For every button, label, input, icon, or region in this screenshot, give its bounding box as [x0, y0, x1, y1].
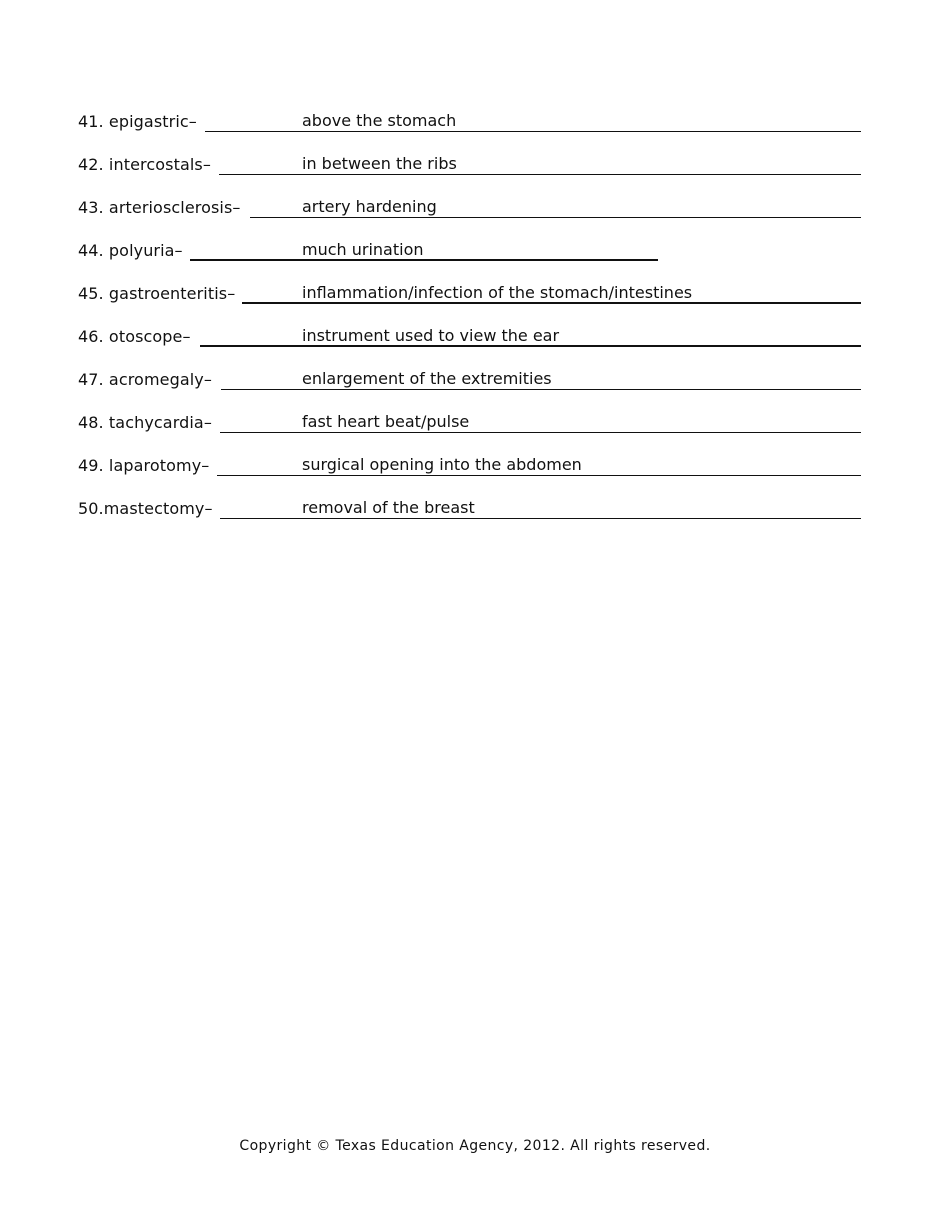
list-item — [78, 489, 862, 519]
item-term: 47. acromegaly– — [78, 370, 212, 389]
list-item — [78, 446, 862, 476]
item-term: 50.mastectomy– — [78, 499, 213, 518]
item-term: 43. arteriosclerosis– — [78, 198, 241, 217]
item-term: 48. tachycardia– — [78, 413, 212, 432]
answer-line — [221, 389, 861, 390]
item-answer: inflammation/infection of the stomach/intestines — [302, 283, 693, 302]
answer-line — [217, 475, 861, 476]
item-answer: enlargement of the extremities — [302, 369, 552, 388]
item-answer: artery hardening — [302, 197, 437, 216]
item-answer: in between the ribs — [302, 154, 457, 173]
item-answer: fast heart beat/pulse — [302, 412, 470, 431]
list-item — [78, 274, 862, 304]
list-item — [78, 188, 862, 218]
list-item — [78, 145, 862, 175]
item-answer: surgical opening into the abdomen — [302, 455, 582, 474]
answer-line — [250, 217, 861, 218]
answer-line — [220, 432, 861, 433]
copyright-footer: Copyright © Texas Education Agency, 2012. All rights reserved. — [239, 1138, 711, 1154]
item-term: 45. gastroenteritis– — [78, 284, 236, 303]
list-item — [78, 317, 862, 347]
answer-line — [220, 518, 861, 519]
list-item — [78, 102, 862, 132]
list-item — [78, 231, 862, 261]
item-answer: above the stomach — [302, 111, 457, 130]
item-answer: removal of the breast — [302, 498, 475, 517]
list-item — [78, 403, 862, 433]
item-term: 46. otoscope– — [78, 327, 191, 346]
item-answer: instrument used to view the ear — [302, 326, 560, 345]
item-term: 42. intercostals– — [78, 155, 211, 174]
item-term: 44. polyuria– — [78, 241, 183, 260]
item-answer: much urination — [302, 240, 424, 259]
answer-line — [219, 174, 861, 175]
list-item — [78, 360, 862, 390]
answer-line — [205, 131, 861, 132]
item-term: 41. epigastric– — [78, 112, 197, 131]
answer-line — [190, 259, 658, 261]
item-term: 49. laparotomy– — [78, 456, 210, 475]
